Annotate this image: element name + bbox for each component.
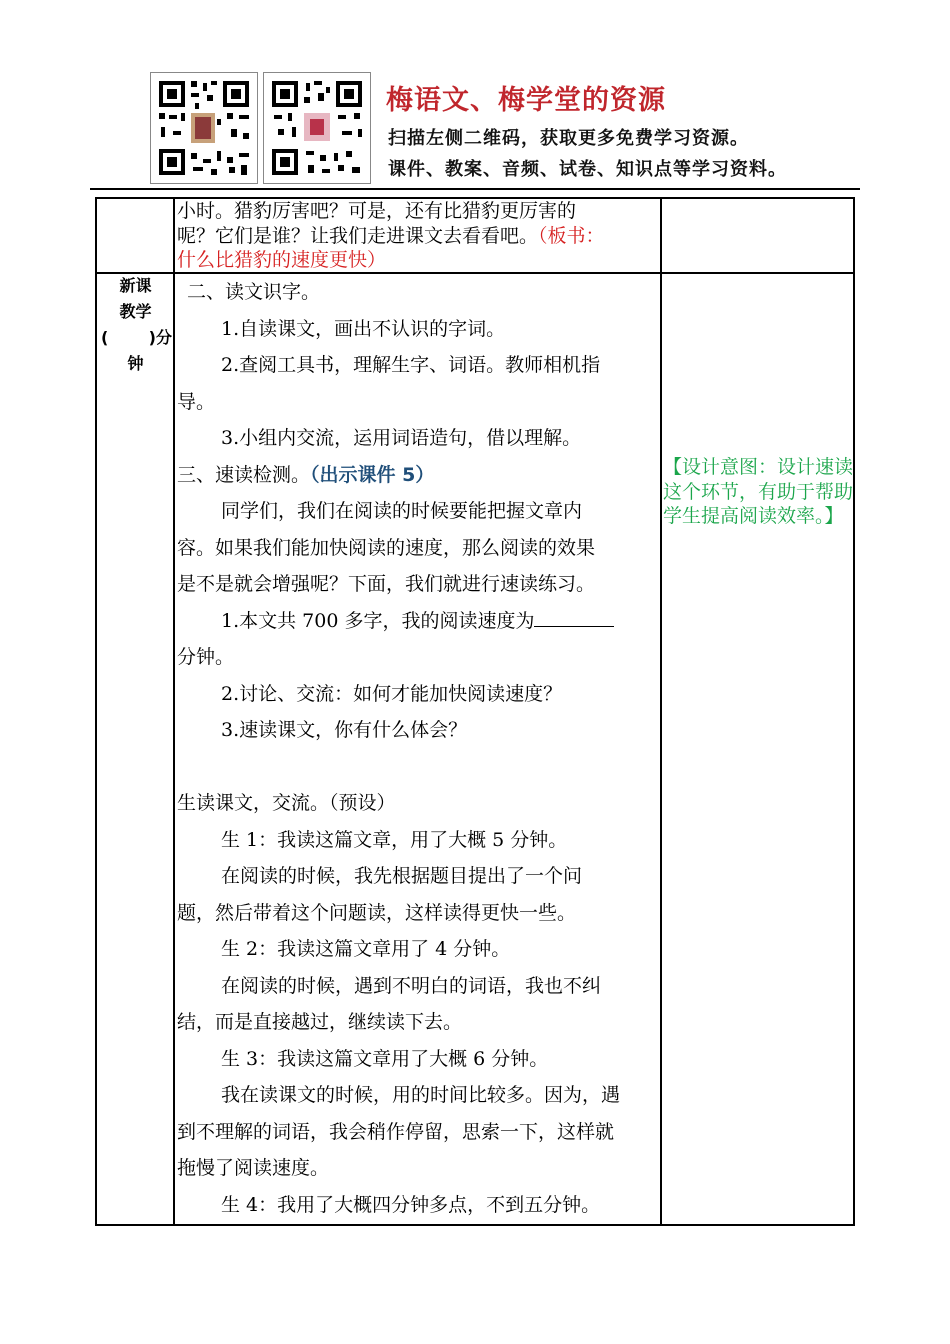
- blackboard-note: 什么比猎豹的速度更快）: [177, 249, 387, 271]
- section-label-line-1: 新课: [119, 276, 152, 295]
- student-3-detail-c: 拖慢了阅读速度。: [177, 1157, 330, 1179]
- table-border-right: [853, 197, 855, 1226]
- main-content: [177, 274, 662, 1223]
- section-3-title-row: [177, 457, 662, 494]
- top-row-line-2: [177, 224, 662, 249]
- section-3-question-2: 2.讨论、交流：如何才能加快阅读速度？: [221, 682, 563, 705]
- top-row-line-1: 小时。猎豹厉害吧？可是，还有比猎豹更厉害的: [177, 200, 577, 222]
- section-label: [97, 273, 174, 377]
- student-3: 生 3：我读这篇文章用了大概 6 分钟。: [221, 1047, 549, 1070]
- brand-title: 梅语文、梅学堂的资源: [386, 85, 666, 116]
- section-3-question-3: 3.速读课文，你有什么体会？: [221, 719, 468, 741]
- student-3-detail-b: 到不理解的词语，我会稍作停留，思索一下，这样就: [177, 1120, 615, 1143]
- design-intent-note: 【设计意图：设计速读这个环节，有助于帮助学生提高阅读效率。】: [663, 456, 854, 527]
- section-3-question-1-text: 1.本文共 700 多字，我的阅读速度为: [221, 609, 535, 632]
- brand-subtitle-line-1: 扫描左侧二维码，获取更多免费学习资源。: [388, 128, 749, 149]
- section-2-title: 二、读文识字。: [187, 281, 321, 303]
- student-3-detail-a: 我在读课文的时候，用的时间比较多。因为，遇: [221, 1084, 621, 1106]
- student-2-detail-b: 结，而是直接越过，继续读下去。: [177, 1011, 463, 1033]
- preset-heading: 生读课文，交流。（预设）: [177, 792, 396, 814]
- section-label-line-2: 教学: [119, 302, 152, 321]
- answer-blank: [534, 604, 614, 627]
- section-label-time: [97, 325, 174, 351]
- qr-code-left-icon: [151, 73, 257, 183]
- section-3-question-1b: 分钟。: [177, 646, 235, 668]
- section-2-item-2a: 2.查阅工具书，理解生字、词语。教师相机指: [221, 354, 601, 376]
- student-1-detail-a: 在阅读的时候，我先根据题目提出了一个问: [221, 865, 583, 887]
- section-2-item-3: 3.小组内交流，运用词语造句，借以理解。: [221, 427, 582, 449]
- top-row-content: [177, 199, 662, 273]
- section-3-para-1a: 同学们，我们在阅读的时候要能把握文章内: [221, 500, 583, 522]
- section-3-para-1b: 容。如果我们能加快阅读的速度，那么阅读的效果: [177, 536, 596, 559]
- courseware-ref: （出示课件 5）: [310, 463, 435, 486]
- student-1: 生 1：我读这篇文章，用了大概 5 分钟。: [221, 828, 568, 851]
- section-label-line-4: 钟: [127, 354, 144, 373]
- section-label-paren-open: (: [101, 328, 109, 347]
- header-divider: [90, 188, 860, 190]
- student-2-detail-a: 在阅读的时候，遇到不明白的词语，我也不纠: [221, 974, 602, 997]
- top-row-line-2-text: 呢？它们是谁？让我们走进课文去看看吧。: [177, 224, 539, 247]
- empty-line: [177, 749, 662, 786]
- qr-code-right: [263, 72, 371, 184]
- qr-code-left: [150, 72, 258, 184]
- qr-code-right-icon: [264, 73, 370, 183]
- section-2-item-1: 1.自读课文，画出不认识的字词。: [221, 317, 506, 340]
- section-label-paren-close: )分: [148, 328, 172, 347]
- blackboard-note-start: （板书：: [538, 224, 605, 247]
- student-4: 生 4：我用了大概四分钟多点，不到五分钟。: [221, 1193, 601, 1216]
- section-3-para-1c: 是不是就会增强呢？下面，我们就进行速读练习。: [177, 573, 596, 595]
- brand-subtitle-line-2: 课件、教案、音频、试卷、知识点等学习资料。: [388, 159, 787, 180]
- student-1-detail-b: 题，然后带着这个问题读，这样读得更快一些。: [177, 901, 577, 924]
- table-border-bottom: [95, 1224, 855, 1226]
- section-2-item-2b: 导。: [177, 390, 216, 413]
- section-3-title: 三、速读检测。: [177, 463, 311, 486]
- student-2: 生 2：我读这篇文章用了 4 分钟。: [221, 938, 511, 960]
- section-3-question-1: [177, 603, 662, 640]
